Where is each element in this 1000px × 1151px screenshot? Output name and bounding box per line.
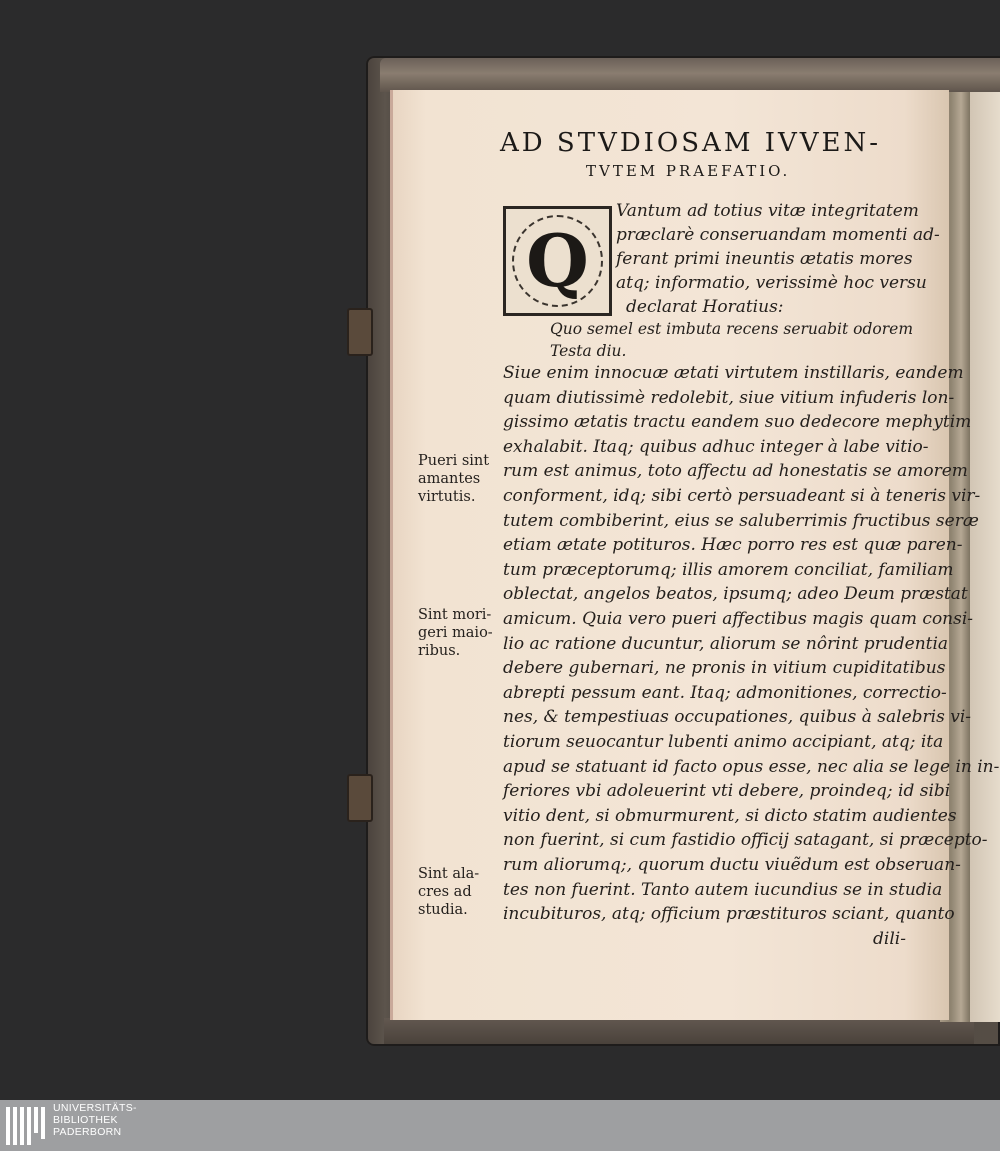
facing-page-edge bbox=[966, 92, 1000, 1022]
text-line: ferant primi ineuntis ætatis mores bbox=[616, 249, 913, 269]
text-line: abrepti pessum eant. Itaq; admonitiones, correctio- bbox=[503, 682, 947, 703]
margin-note-line: amantes bbox=[418, 471, 481, 487]
library-name-line: PADERBORN bbox=[53, 1126, 122, 1138]
margin-note-line: virtutis. bbox=[418, 489, 476, 505]
text-line: tiorum seuocantur lubenti animo accipiant, atq; ita bbox=[503, 732, 944, 752]
text-line: præclarè conseruandam momenti ad- bbox=[616, 225, 940, 245]
text-line: conforment, idq; sibi certò persuadeant si à teneris vir- bbox=[503, 486, 981, 506]
text-line: incubituros, atq; officium præstituros sciant, quanto bbox=[503, 904, 955, 925]
margin-note-virtue bbox=[418, 452, 489, 506]
book-cover-top-edge bbox=[380, 58, 1000, 92]
text-line: tutem combiberint, eius se saluberrimis fructibus seræ bbox=[503, 510, 979, 531]
book-clasp-upper bbox=[347, 308, 373, 356]
decorated-initial bbox=[503, 206, 612, 316]
heading-line-2: TVTEM PRAEFATIO. bbox=[586, 162, 791, 180]
initial-letter: Q bbox=[526, 218, 589, 303]
library-name bbox=[53, 1102, 137, 1138]
text-line: rum est animus, toto affectu ad honestatis se amorem bbox=[503, 461, 968, 482]
book-clasp-lower bbox=[347, 774, 373, 822]
text-line: tum præceptorumq; illis amorem conciliat, familiam bbox=[503, 559, 954, 580]
margin-note-studies bbox=[418, 865, 479, 919]
margin-note-line: cres ad bbox=[418, 884, 472, 900]
verse-line: Testa diu. bbox=[550, 342, 627, 360]
text-line: gissimo ætatis tractu eandem suo dedecore mephytim bbox=[503, 412, 972, 433]
text-line: quam diutissimè redolebit, siue vitium infuderis lon- bbox=[503, 387, 955, 408]
text-line: rum aliorumq;, quorum ductu viuẽdum est obseruan- bbox=[503, 855, 961, 875]
text-line: nes, & tempestiuas occupationes, quibus à salebris vi- bbox=[503, 707, 972, 728]
text-line: tes non fuerint. Tanto autem iucundius se in studia bbox=[503, 879, 943, 900]
library-name-line: BIBLIOTHEK bbox=[53, 1114, 118, 1126]
margin-note-line: studia. bbox=[418, 902, 468, 918]
text-line: non fuerint, si cum fastidio officij satagant, si præcepto- bbox=[503, 830, 988, 851]
margin-note-line: geri maio- bbox=[418, 625, 493, 641]
text-line: debere gubernari, ne pronis in vitium cupiditatibus bbox=[503, 658, 946, 679]
text-line: oblectat, angelos beatos, ipsumq; adeo Deum præstat bbox=[503, 584, 968, 605]
book-cover-bottom-edge bbox=[384, 1018, 974, 1044]
text-line: atq; informatio, verissimè hoc versu bbox=[616, 273, 927, 293]
text-line: Siue enim innocuæ ætati virtutem instillaris, eandem bbox=[503, 363, 964, 383]
text-line: declarat Horatius: bbox=[626, 297, 784, 317]
margin-note-line: Sint mori- bbox=[418, 607, 492, 623]
margin-note-line: Pueri sint bbox=[418, 453, 490, 469]
margin-note-line: ribus. bbox=[418, 643, 461, 659]
verse-line: Quo semel est imbuta recens seruabit odorem bbox=[550, 320, 914, 338]
text-line: amicum. Quia vero pueri affectibus magis quam consi- bbox=[503, 609, 974, 629]
heading-line-1: AD STVDIOSAM IVVEN- bbox=[500, 128, 882, 158]
text-line: lio ac ratione ducuntur, aliorum se nôrint prudentia bbox=[503, 633, 949, 654]
library-name-line: UNIVERSITÄTS- bbox=[53, 1102, 137, 1114]
library-footer-bar bbox=[0, 1100, 1000, 1151]
text-line: apud se statuant id facto opus esse, nec alia se lege in in- bbox=[503, 756, 1000, 777]
catchword: dili- bbox=[873, 928, 906, 949]
text-line: etiam ætate potituros. Hæc porro res est quæ paren- bbox=[503, 535, 963, 556]
text-line: feriores vbi adoleuerint vti debere, proindeq; id sibi bbox=[503, 781, 951, 802]
library-logo-icon bbox=[6, 1107, 48, 1145]
text-line: vitio dent, si obmurmurent, si dicto statim audientes bbox=[503, 805, 957, 826]
text-line: Vantum ad totius vitæ integritatem bbox=[616, 201, 919, 221]
text-line: exhalabit. Itaq; quibus adhuc integer à labe vitio- bbox=[503, 436, 929, 457]
margin-note-obedience bbox=[418, 606, 493, 660]
margin-note-line: Sint ala- bbox=[418, 866, 480, 882]
